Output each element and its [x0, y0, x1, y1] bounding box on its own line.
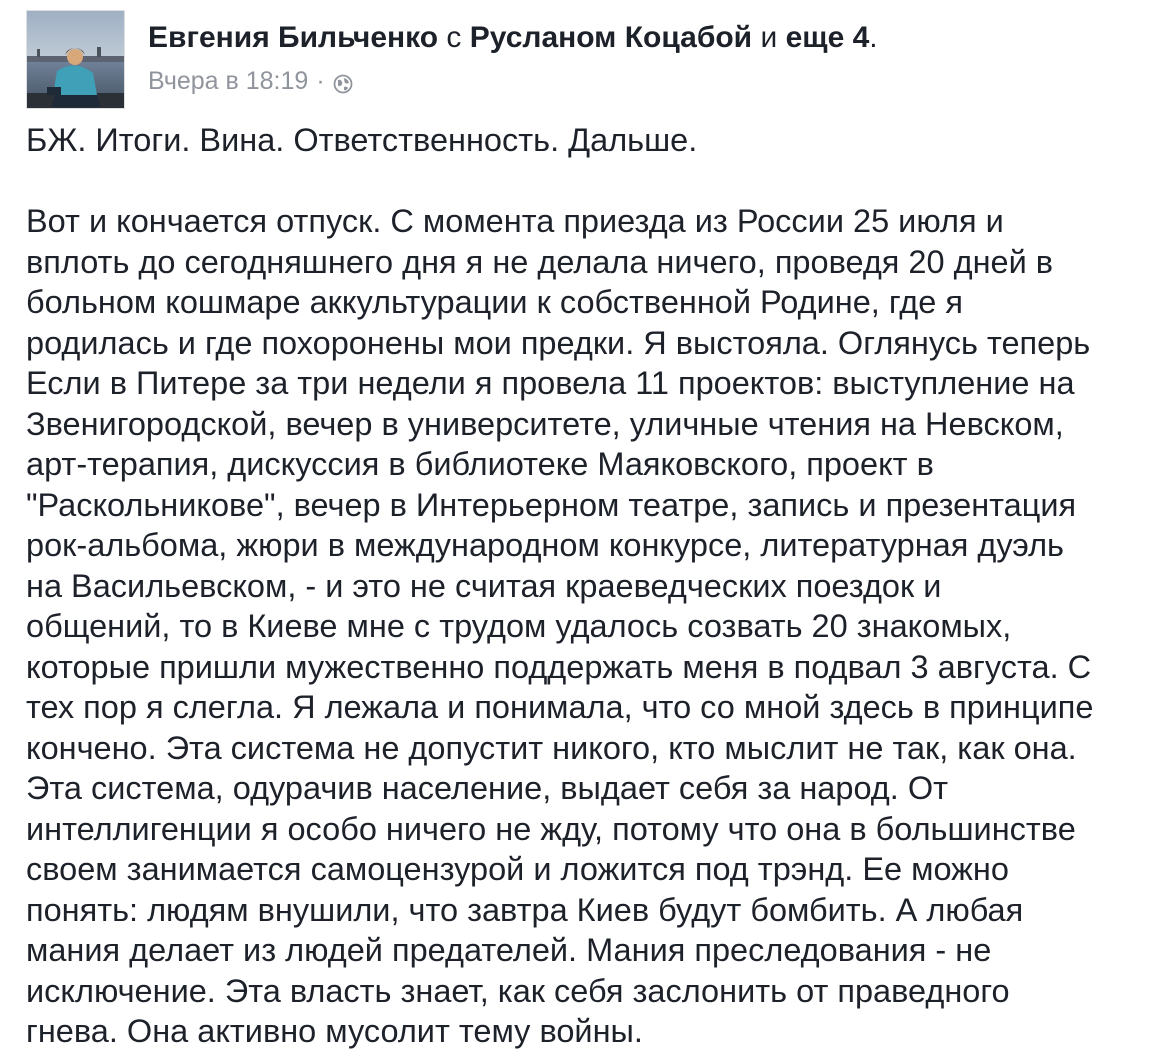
post-text-line: тех пор я слегла. Я лежала и понимала, что со мной здесь в принципе	[26, 689, 1094, 725]
and-text: и	[752, 21, 786, 54]
post-text-line: гнева. Она активно мусолит тему войны.	[26, 1013, 643, 1049]
post-text-line: Эта система, одурачив население, выдает себя за народ. От	[26, 770, 948, 806]
post-text-line: вплоть до сегодняшнего дня я не делала ничего, проведя 20 дней в	[26, 243, 1054, 280]
post-header	[26, 10, 1153, 110]
avatar[interactable]	[26, 10, 125, 109]
post-text-line: Вот и кончается отпуск. С момента приезда из России 25 июля и	[26, 203, 1004, 239]
post-author-line	[148, 20, 878, 56]
meta-separator: ·	[316, 67, 325, 95]
post-body	[26, 120, 1153, 1052]
period-text: .	[869, 21, 878, 54]
post-text-line: своем занимается самоцензурой и ложится под трэнд. Ее можно	[26, 851, 1009, 887]
post-text-line: общений, то в Киеве мне с трудом удалось созвать 20 знакомых,	[26, 608, 1012, 644]
post-text-line: интеллигенции я особо ничего не жду, потому что она в большинстве	[26, 810, 1076, 847]
post-text-line: Звенигородской, вечер в университете, уличные чтения на Невском,	[26, 405, 1064, 442]
post-text-line: родилась и где похоронены мои предки. Я выстояла. Оглянусь теперь	[26, 324, 1091, 361]
post-text-line: которые пришли мужественно поддержать меня в подвал 3 августа. С	[26, 648, 1092, 685]
post-text-line: "Раскольникове", вечер в Интерьерном театре, запись и презентация	[26, 486, 1077, 523]
tagged-person-link[interactable]: Русланом Коцабой	[469, 21, 753, 54]
post-timestamp-link[interactable]: Вчера в 18:19	[148, 67, 309, 95]
post-text-line: исключение. Эта власть знает, как себя заслонить от праведного	[26, 972, 1010, 1009]
with-text: с	[438, 21, 470, 54]
post-text-line: на Васильевском, - и это не считая краеведческих поездок и	[26, 567, 942, 604]
others-link[interactable]: еще 4	[785, 21, 870, 54]
post-paragraph	[26, 201, 1153, 1052]
post-text-line: кончено. Эта система не допустит никого, кто мыслит не так, как она.	[26, 729, 1077, 766]
globe-icon[interactable]	[333, 71, 353, 91]
post-meta	[148, 66, 353, 96]
post-text-line: понять: людям внушили, что завтра Киев будут бомбить. А любая	[26, 891, 1024, 928]
post-text-line: арт-терапия, дискуссия в библиотеке Маяковского, проект в	[26, 446, 934, 482]
post-text-line: мания делает из людей предателей. Мания преследования - не	[26, 932, 992, 968]
post-text-line: больном кошмаре аккультурации к собственной Родине, где я	[26, 284, 963, 320]
avatar-photo	[27, 11, 125, 109]
post-title: БЖ. Итоги. Вина. Ответственность. Дальше.	[26, 122, 698, 158]
post-text-line: рок-альбома, жюри в международном конкурсе, литературная дуэль	[26, 527, 1064, 563]
post-text-line: Если в Питере за три недели я провела 11 проектов: выступление на	[26, 365, 1075, 401]
author-name-link[interactable]: Евгения Бильченко	[148, 21, 439, 54]
paragraph-spacer	[26, 161, 1153, 202]
